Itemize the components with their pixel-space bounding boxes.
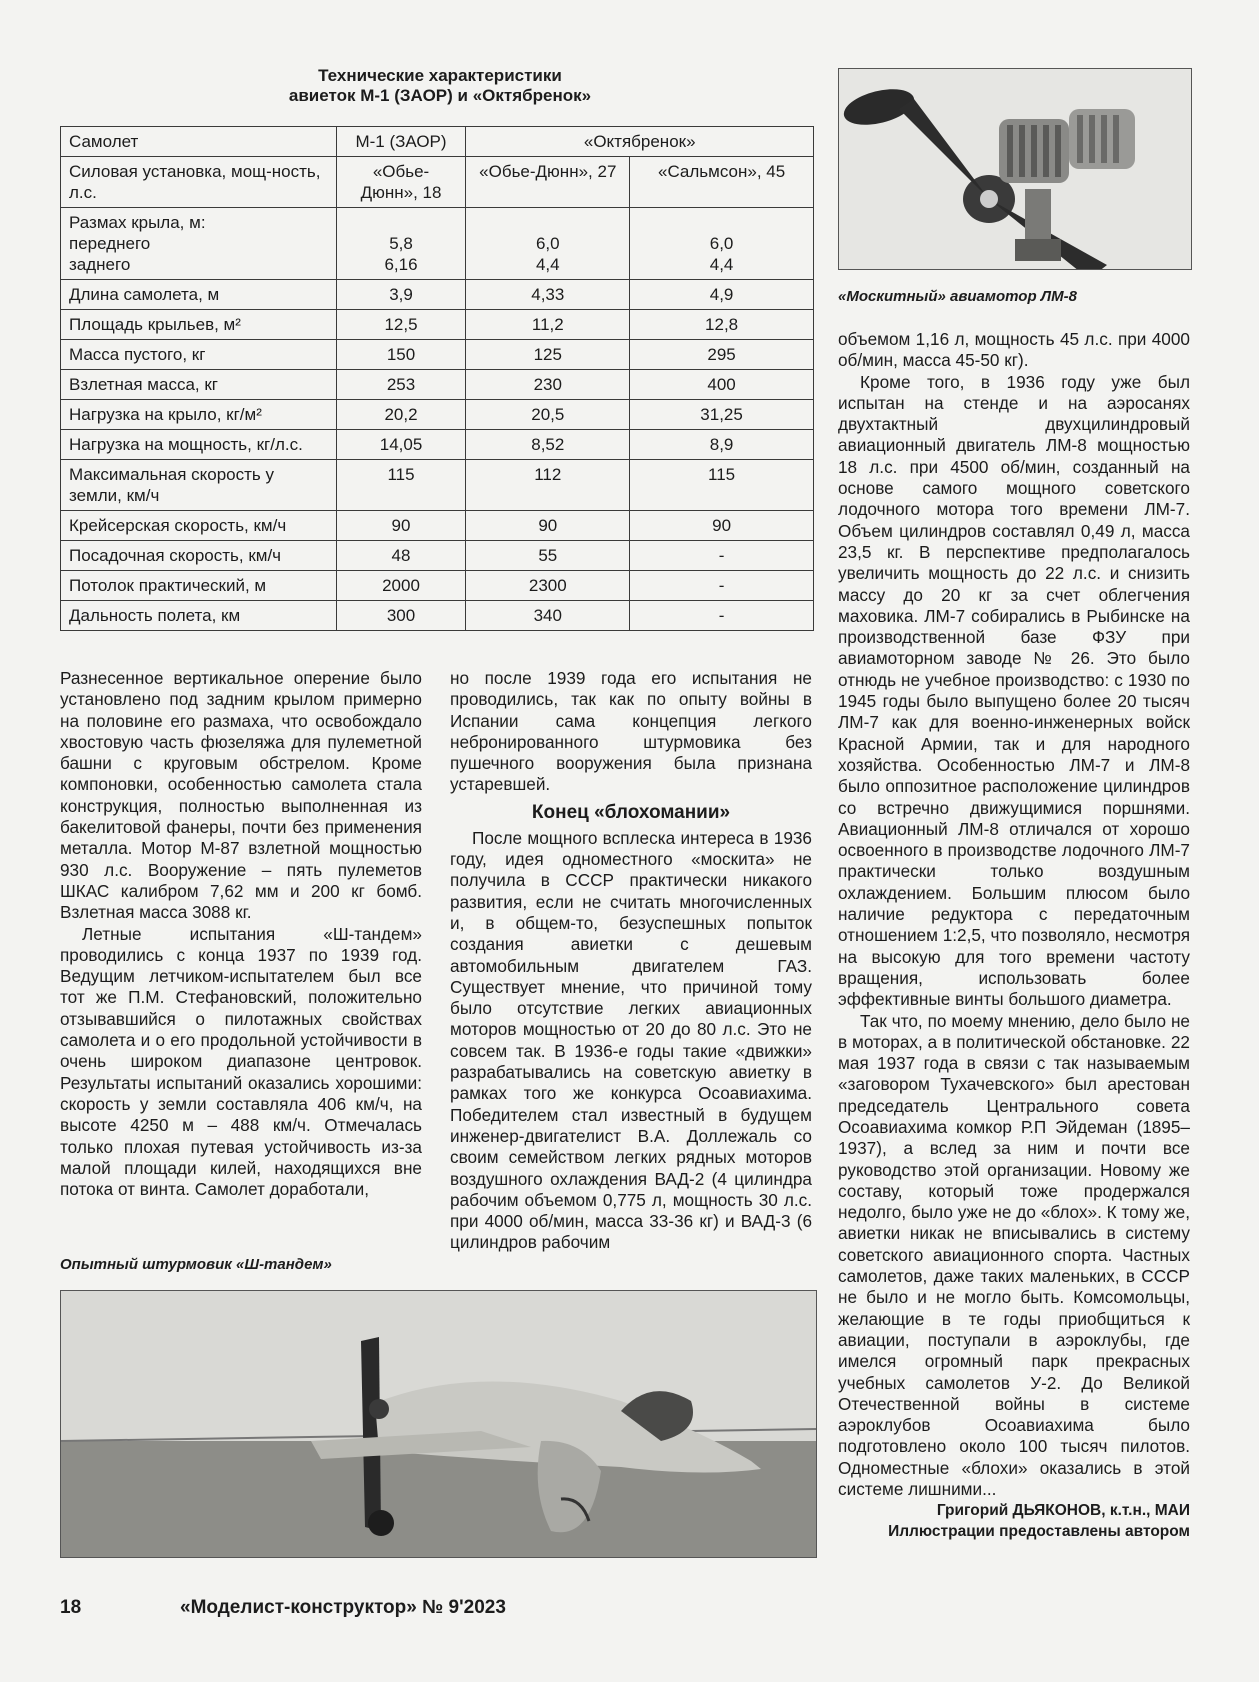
section-heading: Конец «блохомании»	[531, 801, 731, 823]
paragraph: После мощного всплеска интереса в 1936 году, идея одноместного «москита» не получила в СССР практически никакого развития, если не считать многочисленных и, в общем-то, безуспешных попыток создания авиетки с дешевым автомобильным двигателем ГАЗ. Существует мнение, что причиной тому было отсутствие легких авиационных моторов мощностью от 20 до 80 л.с. Это не совсем так. В 1936-е годы такие «движки» разрабатывались на советскую авиетку в рамках того же конкурса Осоавиахима. Победителем стал известный в будущем инженер-двигателист В.А. Доллежаль со своим семейством легких рядных моторов воздушного охлаждения ВАД-2 (4 цилиндра рабочим объемом 0,775 л, мощность 30 л.с. при 4000 об/мин, масса 33-36 кг) и ВАД-3 (6 цилиндров рабочим	[450, 827, 812, 1253]
cell-okt2: 8,9	[630, 430, 814, 460]
row-label: Нагрузка на мощность, кг/л.с.	[61, 430, 337, 460]
header-oktyabrenok: «Октябренок»	[466, 127, 814, 157]
cell-okt1: «Обье-Дюнн», 27	[466, 157, 630, 208]
table-row	[61, 511, 814, 541]
cell-okt1	[466, 208, 630, 280]
magazine-title: «Моделист-конструктор» № 9'2023	[180, 1597, 506, 1618]
value: 4,4	[709, 255, 734, 274]
cell-okt2: -	[630, 541, 814, 571]
engine-caption: «Москитный» авиамотор ЛМ-8	[838, 288, 1077, 305]
cell-m1: 14,05	[336, 430, 466, 460]
cell-okt2: 31,25	[630, 400, 814, 430]
header-m1: М-1 (ЗАОР)	[336, 127, 466, 157]
row-label: Длина самолета, м	[61, 280, 337, 310]
row-label: Потолок практический, м	[61, 571, 337, 601]
table-row	[61, 460, 814, 511]
paragraph: объемом 1,16 л, мощность 45 л.с. при 4000 об/мин, масса 45-50 кг).	[838, 329, 1190, 371]
engine-photo	[838, 68, 1192, 270]
table-title-line1: Технические характеристики	[318, 66, 562, 85]
cell-okt2: 12,8	[630, 310, 814, 340]
cell-m1: 115	[336, 460, 466, 511]
table-row	[61, 157, 814, 208]
table-title	[60, 66, 820, 106]
value: 6,0	[709, 234, 734, 253]
row-label	[61, 208, 337, 280]
value: 6,0	[535, 234, 560, 253]
author-signature: Григорий ДЬЯКОНОВ, к.т.н., МАИ	[936, 1502, 1190, 1520]
cell-m1: 48	[336, 541, 466, 571]
paragraph: Так что, по моему мнению, дело было не в моторах, а в политической обстановке. 22 мая 1937 года в связи с так называемым «заговором Тухачевского» был арестован председатель Центрального совета Осоавиахима комкор Р.П Эйдеман (1895–1937), а вслед за ним и почти все руководство этой организации. Новому же составу, который тоже продержался недолго, было уже не до «блох». К тому же, авиетки никак не вписывались в систему советского авиационного спорта. Частных самолетов, даже таких маленьких, в СССР не было и не могло быть. Комсомольцы, желающие в те годы приобщиться к авиации, поступали в аэроклубы, где имелся огромный парк прекрасных учебных самолетов У-2. До Великой Отечественной войны в системе аэроклубов Осоавиахима было подготовлено около 100 тысяч пилотов. Одноместные «блохи» оказались в этой системе лишними...	[838, 1010, 1190, 1500]
cell-okt2: 295	[630, 340, 814, 370]
airplane-illustration	[61, 1291, 816, 1557]
row-label: Нагрузка на крыло, кг/м²	[61, 400, 337, 430]
specs-table	[60, 126, 814, 631]
span-front-label: переднего	[69, 234, 151, 253]
table-row	[61, 601, 814, 631]
cell-m1: 300	[336, 601, 466, 631]
table-row	[61, 400, 814, 430]
cell-okt1: 90	[466, 511, 630, 541]
paragraph: Разнесенное вертикальное оперение было установлено под задним крылом примерно на половине его размаха, что освобождало хвостовую часть фюзеляжа для пулеметной башни с круговым обстрелом. Кроме компоновки, особенностью самолета стала конструкция, полностью выполненная из бакелитовой фанеры, почти без применения металла. Мотор М-87 взлетной мощностью 930 л.с. Вооружение – пять пулеметов ШКАС калибром 7,62 мм и 200 кг бомб. Взлетная масса 3088 кг.	[60, 668, 422, 923]
cell-okt1: 4,33	[466, 280, 630, 310]
row-label: Взлетная масса, кг	[61, 370, 337, 400]
span-label: Размах крыла, м:	[69, 213, 206, 232]
table-row	[61, 571, 814, 601]
table-row	[61, 208, 814, 280]
cell-okt1: 125	[466, 340, 630, 370]
row-label: Крейсерская скорость, км/ч	[61, 511, 337, 541]
cell-okt1: 340	[466, 601, 630, 631]
cell-m1: 12,5	[336, 310, 466, 340]
table-row	[61, 430, 814, 460]
page-number: 18	[60, 1597, 82, 1618]
cell-okt1: 20,5	[466, 400, 630, 430]
cell-m1	[336, 208, 466, 280]
cell-m1: 90	[336, 511, 466, 541]
value: 5,8	[389, 234, 413, 253]
text-column-1	[60, 668, 422, 1200]
illustrations-credit: Иллюстрации предоставлены автором	[888, 1523, 1190, 1541]
table-row	[61, 541, 814, 571]
cell-okt2: 90	[630, 511, 814, 541]
row-label: Площадь крыльев, м²	[61, 310, 337, 340]
value: 6,16	[384, 255, 418, 274]
row-label: Максимальная скорость у земли, км/ч	[61, 460, 337, 511]
text-column-3	[838, 329, 1190, 1542]
cell-m1: 2000	[336, 571, 466, 601]
table-body	[61, 280, 814, 631]
row-label: Масса пустого, кг	[61, 340, 337, 370]
cell-m1: 3,9	[336, 280, 466, 310]
table-header-row	[61, 127, 814, 157]
cell-okt1: 2300	[466, 571, 630, 601]
cell-m1: «Обье-Дюнн», 18	[336, 157, 466, 208]
header-plane: Самолет	[61, 127, 337, 157]
table-row	[61, 280, 814, 310]
cell-okt2: 400	[630, 370, 814, 400]
table-title-line2: авиеток М-1 (ЗАОР) и «Октябренок»	[288, 86, 592, 105]
table-row	[61, 340, 814, 370]
cell-okt2: 115	[630, 460, 814, 511]
table-row	[61, 310, 814, 340]
cell-okt1: 11,2	[466, 310, 630, 340]
cell-okt2	[630, 208, 814, 280]
cell-okt1: 230	[466, 370, 630, 400]
span-rear-label: заднего	[69, 255, 131, 274]
row-label: Посадочная скорость, км/ч	[61, 541, 337, 571]
table-row	[61, 370, 814, 400]
cell-m1: 150	[336, 340, 466, 370]
row-label: Силовая установка, мощ-ность, л.с.	[61, 157, 337, 208]
row-label: Дальность полета, км	[61, 601, 337, 631]
value: 4,4	[535, 255, 560, 274]
cell-okt2: «Сальмсон», 45	[630, 157, 814, 208]
airplane-photo	[60, 1290, 817, 1558]
cell-m1: 20,2	[336, 400, 466, 430]
text-column-2	[450, 668, 812, 1254]
cell-okt2: -	[630, 571, 814, 601]
paragraph: но после 1939 года его испытания не проводились, так как по опыту войны в Испании сама концепция легкого небронированного штурмовика без пушечного вооружения была признана устаревшей.	[450, 668, 812, 795]
paragraph: Кроме того, в 1936 году уже был испытан на стенде и на аэросанях двухтактный двухцилиндровый авиационный двигатель ЛМ-8 мощностью 18 л.с. при 4500 об/мин, созданный на основе самого мощного советского лодочного мотора того времени ЛМ-7. Объем цилиндров составлял 0,49 л, масса 23,5 кг. В перспективе предполагалось увеличить мощность до 22 л.с. и снизить массу до 20 кг за счет облегчения маховика. ЛМ-7 собирались в Рыбинске на производственной базе ФЗУ при авиамоторном заводе № 26. Это было отнюдь не учебное производство: с 1930 по 1945 годы было выпущено более 20 тысяч ЛМ-7 как для военно-инженерных войск Красной Армии, так и для народного хозяйства. Особенностью ЛМ-7 и ЛМ-8 было оппозитное расположение цилиндров со встречно движущимися поршнями. Авиационный ЛМ-8 отличался от хорошо освоенного в производстве лодочного ЛМ-7 практически только воздушным охлаждением. Большим плюсом было наличие редуктора с передаточным отношением 1:2,5, что позволяло, несмотря на высокую для того времени частоту вращения, использовать более эффективные винты большого диаметра.	[838, 371, 1190, 1010]
cell-okt2: -	[630, 601, 814, 631]
cell-okt2: 4,9	[630, 280, 814, 310]
cell-okt1: 55	[466, 541, 630, 571]
cell-m1: 253	[336, 370, 466, 400]
cell-okt1: 8,52	[466, 430, 630, 460]
cell-okt1: 112	[466, 460, 630, 511]
paragraph: Летные испытания «Ш-тандем» проводились с конца 1937 по 1939 год. Ведущим летчиком-испытателем был все тот же П.М. Стефановский, положительно отзывавшийся о пилотажных свойствах самолета и о его продольной устойчивости в очень широком диапазоне центровок. Результаты испытаний оказались хорошими: скорость у земли составляла 406 км/ч, на высоте 4250 м – 488 км/ч. Отмечалась только плохая путевая устойчивость из-за малой площади килей, находящихся вне потока от винта. Самолет доработали,	[60, 923, 422, 1200]
engine-illustration	[839, 69, 1191, 269]
plane-caption: Опытный штурмовик «Ш-тандем»	[60, 1256, 332, 1273]
